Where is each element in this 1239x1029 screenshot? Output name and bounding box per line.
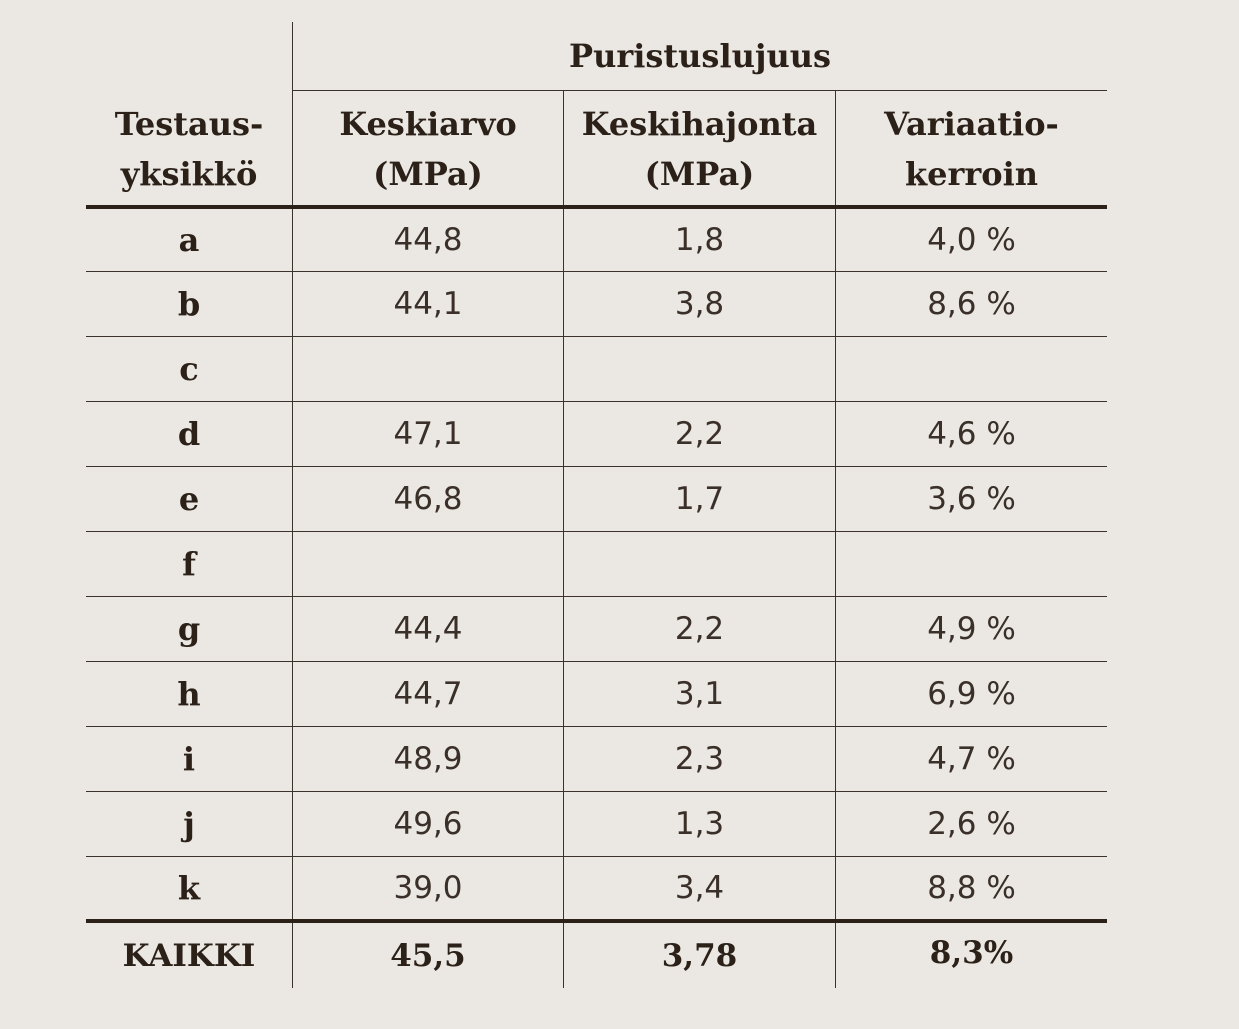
row-unit-label: a — [178, 221, 200, 259]
column-header-cv — [836, 92, 1107, 205]
row-cv-value: 8,6 % — [927, 286, 1016, 322]
column-header-line: yksikkö — [120, 154, 258, 193]
row-mean-value: 39,0 — [393, 870, 463, 906]
column-header-line: Variaatio- — [884, 104, 1059, 143]
row-std-value: 3,1 — [674, 676, 725, 712]
group-header-puristuslujuus — [293, 22, 1107, 90]
row-mean-value: 48,9 — [393, 741, 463, 777]
row-unit-label: d — [177, 415, 201, 453]
column-header-line: (MPa) — [373, 154, 483, 193]
row-std-value: 3,4 — [674, 870, 725, 906]
row-std-value: 2,3 — [674, 741, 725, 777]
compressive-strength-table — [86, 22, 1107, 988]
total-std-value: 3,78 — [661, 937, 738, 974]
row-unit-label: g — [177, 610, 201, 648]
row-cv-value: 6,9 % — [927, 676, 1016, 712]
row-cv-value: 3,6 % — [927, 481, 1016, 517]
row-cv-value: 2,6 % — [927, 806, 1016, 842]
column-header-std — [564, 92, 835, 205]
row-mean-value — [293, 337, 563, 401]
total-label: KAIKKI — [122, 937, 256, 974]
column-header-unit — [86, 92, 292, 205]
column-header-line: Keskihajonta — [581, 104, 818, 143]
row-cv-value — [836, 532, 1107, 596]
row-std-value: 3,8 — [674, 286, 725, 322]
row-std-value: 1,8 — [674, 222, 725, 258]
row-cv-value: 4,6 % — [927, 416, 1016, 452]
row-std-value — [564, 532, 835, 596]
row-cv-value — [836, 337, 1107, 401]
column-header-line: kerroin — [904, 154, 1038, 193]
row-mean-value: 49,6 — [393, 806, 463, 842]
row-unit-label: i — [182, 740, 196, 778]
group-header-underline — [292, 90, 1107, 91]
row-cv-value: 4,9 % — [927, 611, 1016, 647]
row-cv-value: 8,8 % — [927, 870, 1016, 906]
row-unit-label: h — [177, 675, 201, 713]
row-mean-value: 46,8 — [393, 481, 463, 517]
row-mean-value: 47,1 — [393, 416, 463, 452]
row-mean-value — [293, 532, 563, 596]
row-std-value: 1,3 — [674, 806, 725, 842]
row-unit-label: c — [179, 350, 199, 388]
row-mean-value: 44,8 — [393, 222, 463, 258]
column-header-mean — [293, 92, 563, 205]
row-std-value — [564, 337, 835, 401]
row-unit-label: e — [178, 480, 200, 518]
row-std-value: 2,2 — [674, 611, 725, 647]
row-std-value: 1,7 — [674, 481, 725, 517]
column-header-line: Testaus- — [114, 104, 264, 143]
row-cv-value: 4,7 % — [927, 741, 1016, 777]
total-mean-value: 45,5 — [390, 937, 466, 974]
row-mean-value: 44,4 — [393, 611, 463, 647]
row-mean-value: 44,7 — [393, 676, 463, 712]
row-cv-value: 4,0 % — [927, 222, 1016, 258]
row-std-value: 2,2 — [674, 416, 725, 452]
row-unit-label: b — [177, 285, 201, 323]
column-header-line: (MPa) — [644, 154, 755, 193]
total-cv-value: 8,3% — [929, 935, 1014, 971]
row-unit-label: k — [177, 869, 201, 907]
row-mean-value: 44,1 — [393, 286, 463, 322]
column-header-line: Keskiarvo — [339, 104, 517, 143]
group-header-label: Puristuslujuus — [569, 37, 831, 75]
row-unit-label: j — [183, 805, 195, 843]
row-unit-label: f — [182, 545, 196, 583]
